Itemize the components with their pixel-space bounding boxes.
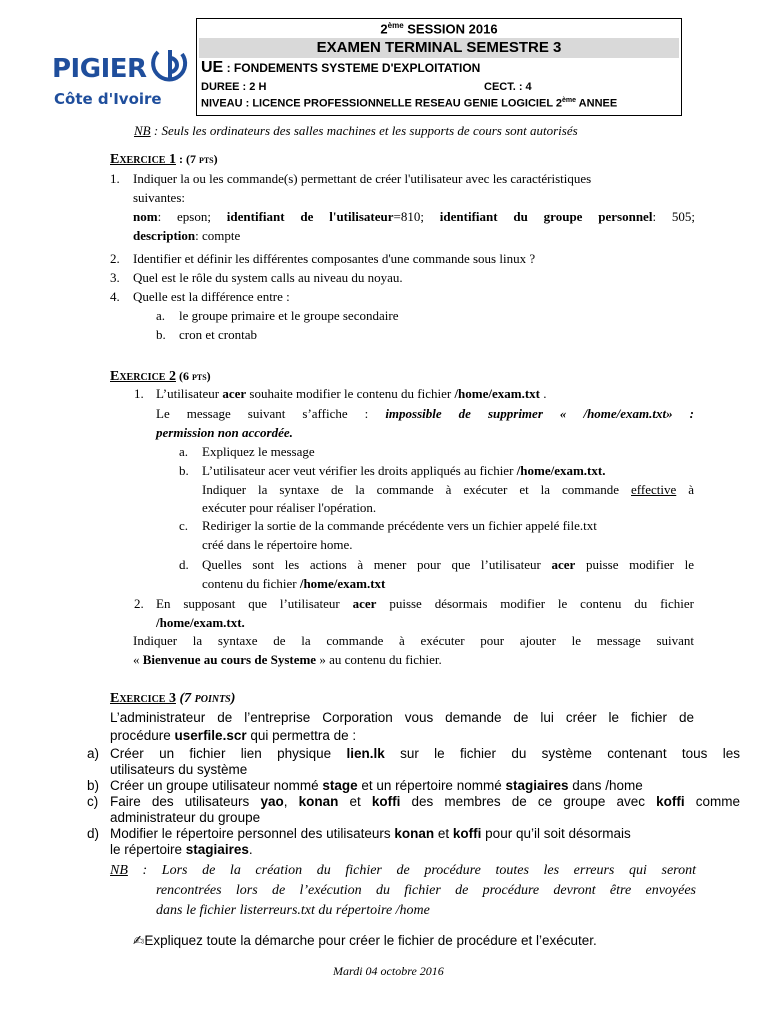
ex2-c-num: c. <box>179 518 189 533</box>
ex3-c-line2: administrateur du groupe <box>110 810 261 825</box>
ex2-c-line1: Rediriger la sortie de la commande précédente vers un fichier appelé file.txt <box>202 518 597 533</box>
ex2-c-line2: créé dans le répertoire home. <box>202 537 353 552</box>
ex1-q1-line4: description: compte <box>133 228 241 243</box>
ex1-q4-num: 4. <box>110 289 120 304</box>
exam-title: EXAMEN TERMINAL SEMESTRE 3 <box>199 38 679 58</box>
ex1-q1-line3: nom: epson; identifiant de l'utilisateur=810; identifiant du groupe personnel: 505; <box>133 209 696 224</box>
ue-line: UE : FONDEMENTS SYSTEME D'EXPLOITATION <box>201 59 481 76</box>
exercise-1-title: Exercice 1 : (7 pts) <box>110 152 218 167</box>
ex1-q4b-num: b. <box>156 327 166 342</box>
ex3-c-num: c) <box>87 794 99 809</box>
duree-line: DUREE : 2 H CECT. : 4 <box>201 81 532 93</box>
exercise-3-title: Exercice 3 (7 points) <box>110 691 236 706</box>
ex2-q1-num: 1. <box>134 386 144 401</box>
ex1-q1-line1: Indiquer la ou les commande(s) permettant de créer l'utilisateur avec les caractéristiques <box>133 171 592 186</box>
niveau-line: NIVEAU : LICENCE PROFESSIONNELLE RESEAU GENIE LOGICIEL 2ème ANNEE <box>201 97 618 110</box>
ex1-q4a: le groupe primaire et le groupe secondaire <box>179 308 399 323</box>
ex1-q3-num: 3. <box>110 270 120 285</box>
ex3-final: ✍Expliquez toute la démarche pour créer le fichier de procédure et l’exécuter. <box>133 933 597 949</box>
ex3-d-line2: le répertoire stagiaires. <box>110 842 253 857</box>
ex2-q2-line3: Indiquer la syntaxe de la commande à exécuter pour ajouter le message suivant <box>133 633 694 648</box>
exercise-2-title: Exercice 2 (6 pts) <box>110 369 211 384</box>
ex1-q1-line2: suivantes: <box>133 190 185 205</box>
ex3-intro-line2: procédure userfile.scr qui permettra de : <box>110 728 357 743</box>
footer-date: Mardi 04 octobre 2016 <box>333 964 444 978</box>
ex3-b-num: b) <box>87 778 100 793</box>
ex1-q3: Quel est le rôle du system calls au niveau du noyau. <box>133 270 403 285</box>
ex3-nb-line2: rencontrées lors de l’exécution du fichier de procédure devront être envoyées <box>156 883 696 898</box>
pigier-logo <box>52 46 190 112</box>
ex2-a: Expliquez le message <box>202 444 315 459</box>
ex1-q4a-num: a. <box>156 308 166 323</box>
ex1-q2-num: 2. <box>110 251 120 266</box>
session-line: 2ème SESSION 2016 <box>380 21 498 37</box>
ex1-q2: Identifier et définir les différentes composantes d'une commande sous linux ? <box>133 251 536 266</box>
logo-name: PIGIER <box>52 54 147 84</box>
ex2-q2-line2: /home/exam.txt. <box>156 615 245 630</box>
ex2-b-line1: L’utilisateur acer veut vérifier les droits appliqués au fichier /home/exam.txt. <box>202 463 606 478</box>
cect: CECT. : 4 <box>484 81 532 93</box>
ex3-a-line1: Créer un fichier lien physique lien.lk sur le fichier du système contenant tous les <box>110 746 740 761</box>
ex3-c-line1: Faire des utilisateurs yao, konan et koffi des membres de ce groupe avec koffi comme <box>110 794 740 809</box>
ex3-nb-line1: NB : Lors de la création du fichier de procédure toutes les erreurs qui seront <box>110 863 696 878</box>
logo-subtitle: Côte d'Ivoire <box>54 90 162 108</box>
ex3-intro-line1: L’administrateur de l’entreprise Corporation vous demande de lui créer le fichier de <box>110 710 694 725</box>
ex2-q2-num: 2. <box>134 596 144 611</box>
nb-top: NB : Seuls les ordinateurs des salles machines et les supports de cours sont autorisés <box>134 123 578 138</box>
ex2-d-line1: Quelles sont les actions à mener pour que l’utilisateur acer puisse modifier le <box>202 557 694 572</box>
ex2-q2-line4: « Bienvenue au cours de Systeme » au contenu du fichier. <box>133 652 442 667</box>
ex3-b-line1: Créer un groupe utilisateur nommé stage et un répertoire nommé stagiaires dans /home <box>110 778 643 793</box>
ex2-b-num: b. <box>179 463 189 478</box>
ex2-a-num: a. <box>179 444 189 459</box>
ex3-a-num: a) <box>87 746 100 761</box>
ex2-message: Le message suivant s’affiche : impossible de supprimer « /home/exam.txt» : <box>156 406 695 421</box>
writing-hand-icon: ✍ <box>133 933 145 949</box>
ex2-b-line2: Indiquer la syntaxe de la commande à exécuter et la commande effective à <box>202 482 694 497</box>
ex1-q1-num: 1. <box>110 171 120 186</box>
ex2-d-line2: contenu du fichier /home/exam.txt <box>202 576 386 591</box>
exam-header-box <box>196 18 682 116</box>
ex3-a-line2: utilisateurs du système <box>110 762 248 777</box>
ex2-message-end: permission non accordée. <box>156 425 293 440</box>
ex2-q2-line1: En supposant que l’utilisateur acer puisse désormais modifier le contenu du fichier <box>156 596 694 611</box>
pigier-logo-mark-icon <box>150 46 190 86</box>
ex3-nb-line3: dans le fichier listerreurs.txt du répertoire /home <box>156 903 430 918</box>
ex1-q4: Quelle est la différence entre : <box>133 289 290 304</box>
ex3-d-line1: Modifier le répertoire personnel des utilisateurs konan et koffi pour qu’il soit désormais <box>110 826 631 841</box>
ex2-q1: L’utilisateur acer souhaite modifier le contenu du fichier /home/exam.txt . <box>156 386 547 401</box>
ex2-b-line3: exécuter pour réaliser l'opération. <box>202 500 377 515</box>
ex1-q4b: cron et crontab <box>179 327 257 342</box>
ex3-d-num: d) <box>87 826 100 841</box>
ex2-d-num: d. <box>179 557 189 572</box>
